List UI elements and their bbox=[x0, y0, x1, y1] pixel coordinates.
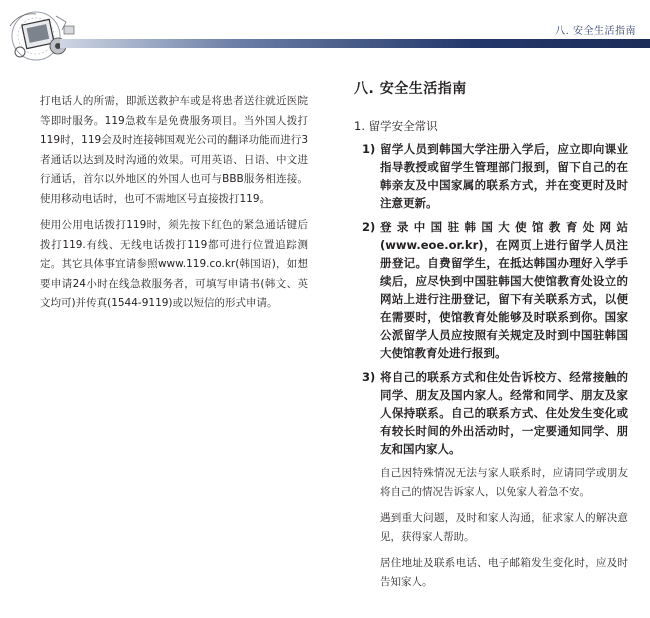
right-column bbox=[346, 78, 628, 599]
list-item bbox=[362, 218, 628, 362]
note-paragraph: 遇到重大问题，及时和家人沟通，征求家人的解决意见，获得家人帮助。 bbox=[380, 512, 628, 543]
item-text: 留学人员到韩国大学注册入学后，应立即向课业指导教授或留学生管理部门报到，留下自己的在韩亲友及中国家属的联系方式，并在变更时及时注意更新。 bbox=[380, 142, 628, 210]
item-number: 2) bbox=[362, 220, 376, 234]
subsection-title: 1. 留学安全常识 bbox=[354, 119, 438, 133]
header-bar bbox=[60, 39, 650, 48]
paragraph: 打电话人的所需，即派送救护车或是将患者送往就近医院等即时服务。119急救车是免费服务项目。当外国人拨打119时，119会及时连接韩国观光公司的翻译功能而进行3者通话以达到及时沟通的效果。可用英语、日语、中文进行通话，首尔以外地区的外国人也可与BBB服务相连接。使用移动电话时，也可不需地区号直接拨打119。 bbox=[40, 95, 308, 205]
paragraph: 使用公用电话拨打119时，须先按下红色的紧急通话键后拨打119.有线、无线电话拨打119都可进行位置追踪测定。其它具体事宜请参照www.119.co.kr(韩国语)，如想要申请24小时在线急救服务者，可填写申请书(韩文、英文均可)并传真(1544-9119)或以短信的形式申请。 bbox=[40, 219, 308, 309]
item-number: 3) bbox=[362, 370, 376, 384]
section-title: 八. 安全生活指南 bbox=[354, 81, 467, 97]
item-text: 登录中国驻韩国大使馆教育处网站(www.eoe.or.kr)，在网页上进行留学人员注册登记。自费留学生，在抵达韩国办理好入学手续后，应尽快到中国驻韩国大使馆教育处设立的网站上进行注册登记，留下有关联系方式，以便在需要时，使馆教育处能够及时联系到你。国家公派留学人员应按照有关规定及时到中国驻韩国大使馆教育处进行报到。 bbox=[380, 220, 628, 360]
list-item bbox=[362, 140, 628, 212]
note-paragraph: 居住地址及联系电话、电子邮箱发生变化时，应及时告知家人。 bbox=[380, 557, 628, 588]
running-header: 八. 安全生活指南 bbox=[555, 26, 636, 37]
list-item bbox=[362, 368, 628, 458]
note-paragraph: 自己因特殊情况无法与家人联系时，应请同学或朋友将自己的情况告诉家人，以免家人着急不安。 bbox=[380, 467, 628, 498]
photo-collage-logo-icon bbox=[6, 6, 84, 68]
left-column bbox=[40, 92, 308, 321]
item-number: 1) bbox=[362, 142, 376, 156]
item-text: 将自己的联系方式和住处告诉校方、经常接触的同学、朋友及国内家人。经常和同学、朋友及家人保持联系。自己的联系方式、住处发生变化或有较长时间的外出活动时，一定要通知同学、朋友和国内家人。 bbox=[380, 370, 628, 456]
